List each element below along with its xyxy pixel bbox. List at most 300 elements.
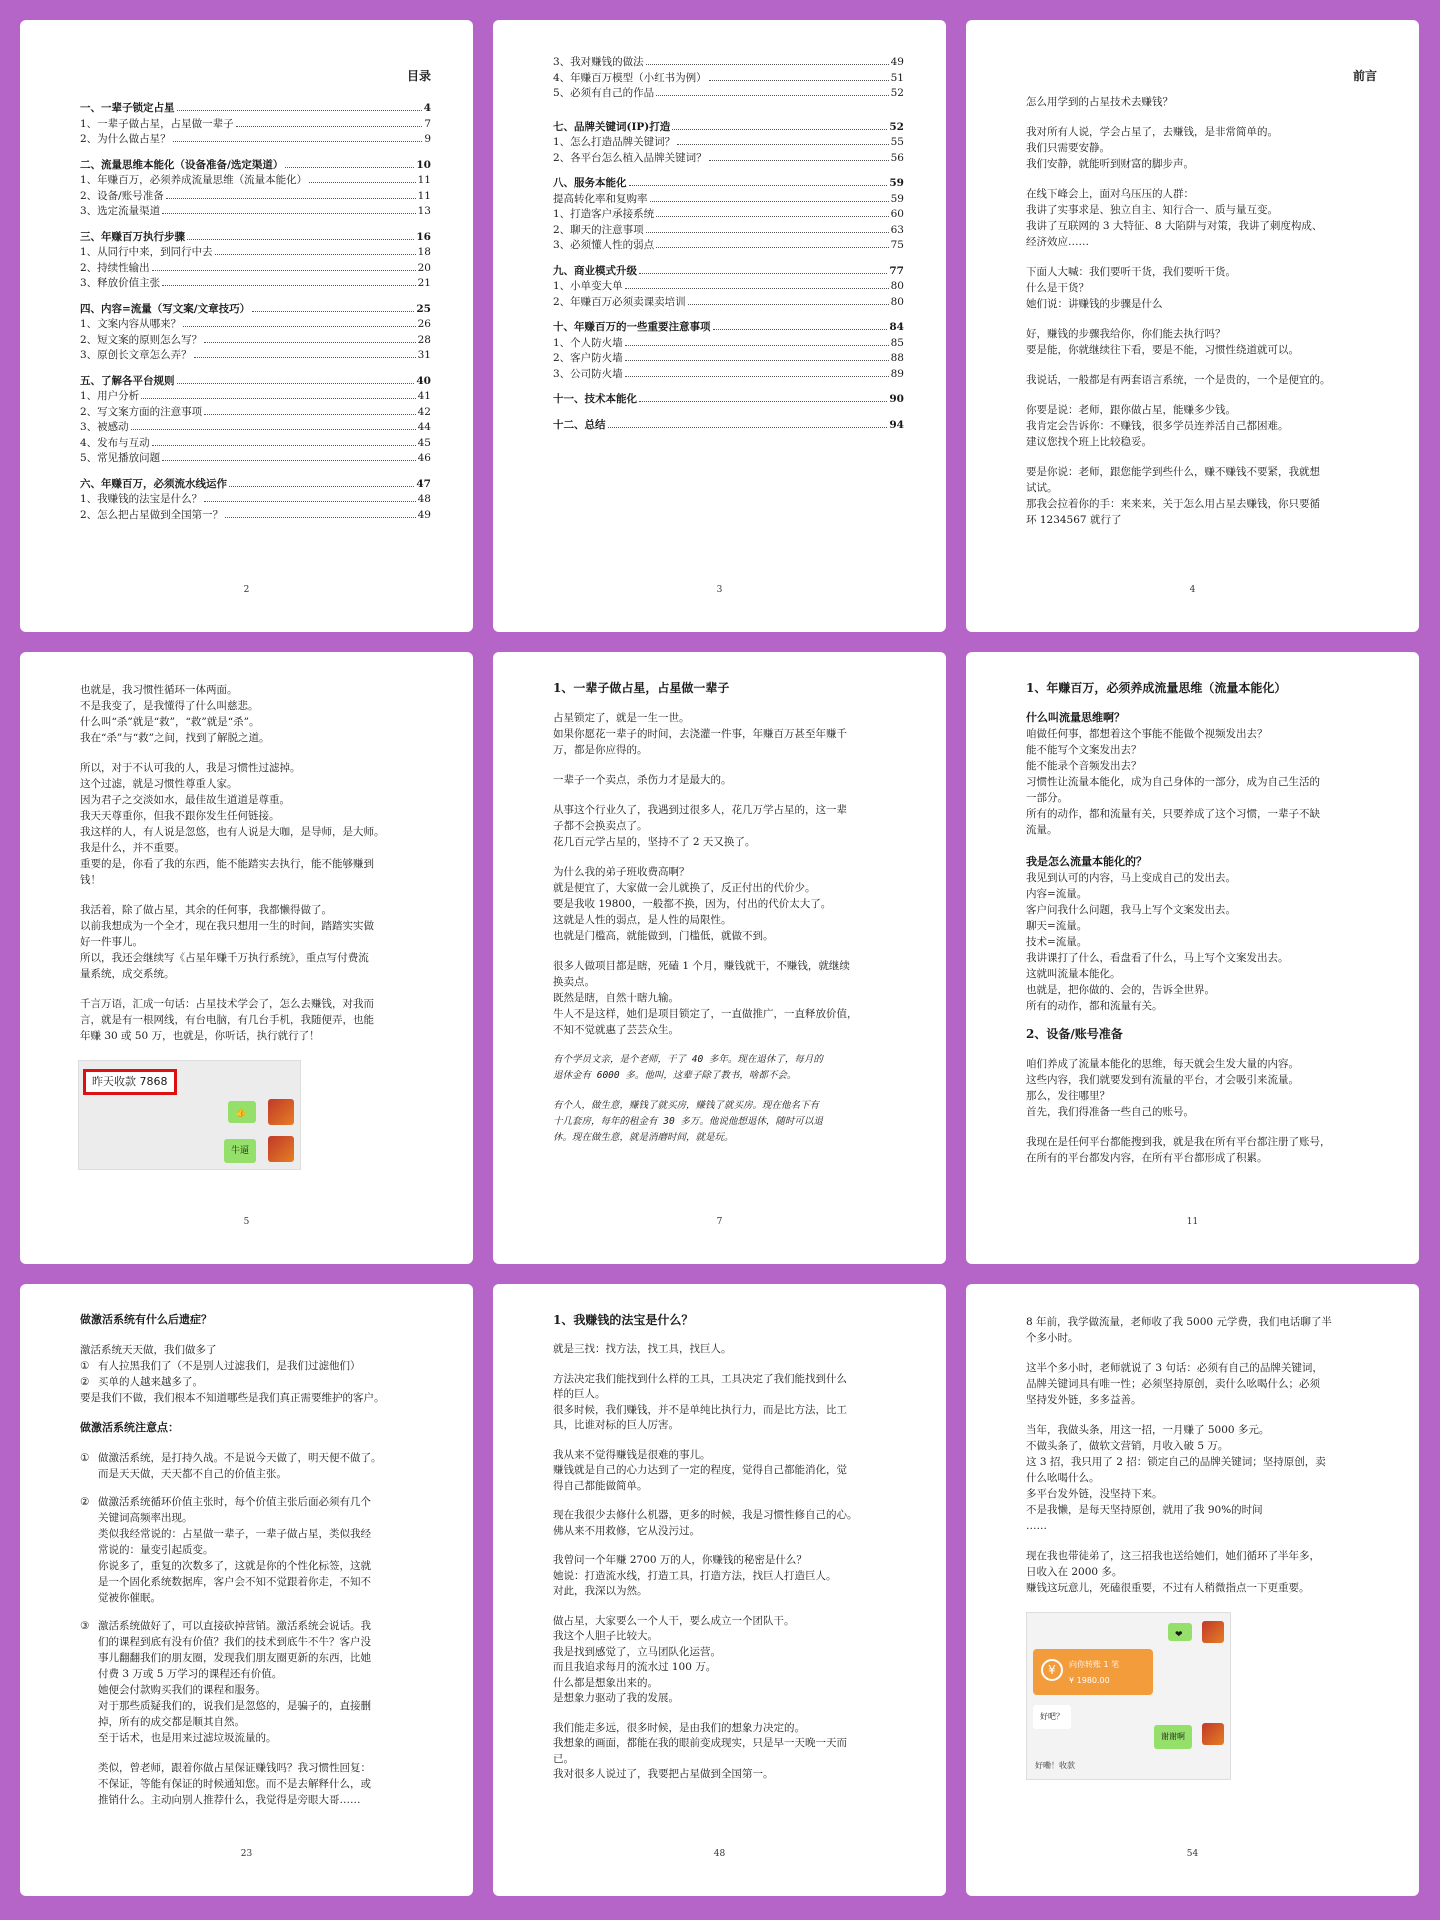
preface-title: 前言	[1352, 69, 1377, 83]
toc-section-heading	[80, 229, 431, 245]
text-line: 如果你愿花一辈子的时间，去浇灌一件事，年赚百万甚至年赚千	[553, 728, 847, 740]
transfer-icon: ¥	[1041, 1659, 1063, 1681]
toc-entry	[80, 507, 431, 523]
text-line: 具，比谁对标的巨人厉害。	[553, 1419, 679, 1431]
toc-section-heading	[553, 175, 904, 191]
text-line: 占星锁定了，就是一生一世。	[553, 712, 690, 724]
section-heading: 1、我赚钱的法宝是什么？	[553, 1313, 694, 1327]
text-line: 类似，曾老师，跟着你做占星保证赚钱吗？我习惯性回复：	[98, 1762, 371, 1774]
toc-entry-text: 1、小单变大单	[553, 280, 623, 292]
page-number: 54	[1186, 1849, 1199, 1859]
toc-leader	[625, 360, 889, 361]
text-line: 8 年前，我学做流量，老师收了我 5000 元学费，我们电话聊了半	[1026, 1316, 1332, 1328]
text-line: 关键词高频率出现。	[98, 1512, 193, 1524]
toc-leader	[204, 414, 415, 415]
toc-entry-text: 2、持续性输出	[80, 261, 150, 274]
text-line: 我对很多人说过了，我要把占星做到全国第一。	[553, 1768, 774, 1780]
text-line: 以前我想成为一个全才，现在我只想用一生的时间，踏踏实实做	[80, 920, 374, 932]
toc-entry-text: 九、商业模式升级	[553, 264, 637, 277]
text-line: 十几套房，每年的租金有 30 多万。他说他想退休，随时可以退	[553, 1116, 823, 1127]
avatar	[1202, 1621, 1224, 1643]
transfer-amount: ¥ 1980.00	[1069, 1676, 1110, 1685]
toc-entry-text: 2、聊天的注意事项	[553, 223, 644, 236]
numbered-item	[80, 1618, 431, 1808]
body-text	[1026, 1056, 1377, 1166]
text-line: 内容=流量。	[1026, 888, 1088, 900]
toc-page-number: 75	[890, 239, 904, 251]
paragraph-gap	[553, 1494, 904, 1508]
toc-page-number: 40	[416, 374, 431, 387]
paragraph-gap	[80, 982, 431, 996]
toc-section	[80, 100, 431, 147]
toc-section	[80, 476, 431, 523]
paragraph-gap	[553, 850, 904, 864]
text-line: 这些内容，我们就要发到有流量的平台，才会吸引来流量。	[1026, 1074, 1299, 1086]
doc-page-23	[20, 1284, 473, 1896]
toc-section	[553, 119, 904, 166]
paragraph-gap	[553, 1084, 904, 1098]
toc-page-number: 25	[416, 302, 431, 315]
toc-leader	[688, 304, 889, 305]
toc-section	[80, 373, 431, 466]
page-number: 11	[1186, 1217, 1199, 1227]
toc-entry	[80, 450, 431, 466]
toc-leader	[229, 486, 414, 487]
text-line: 在线下峰会上，面对乌压压的人群：	[1026, 188, 1194, 200]
toc-entry-text: 2、客户防火墙	[553, 352, 623, 364]
toc-entry	[553, 222, 904, 238]
text-line: 言，就是有一根网线，有台电脑，有几台手机，我随便弄，也能	[80, 1014, 374, 1026]
numbered-item	[80, 1450, 431, 1482]
toc-leader	[639, 401, 887, 402]
text-line: 千言万语，汇成一句话：占星技术学会了，怎么去赚钱，对我而	[80, 998, 374, 1010]
toc-page-number: 16	[416, 230, 431, 243]
text-line: 掉，所有的成交都是顺其自然。	[98, 1716, 245, 1728]
text-line: 事儿翻翻我们的朋友圈，发现我们朋友圈更新的东西，比她	[98, 1652, 371, 1664]
paragraph-gap	[553, 944, 904, 958]
text-line: 那么，发往哪里？	[1026, 1090, 1110, 1102]
toc-page-number: 26	[417, 318, 431, 330]
text-line: 很多时候，我们赚钱，并不是单纯比执行力，而是比方法，比工	[553, 1403, 847, 1416]
toc-page-number: 80	[890, 280, 904, 292]
text-line: 量系统，成交系统。	[80, 968, 175, 980]
text-line: 有个人，做生意，赚钱了就买房，赚钱了就买房。现在他名下有	[553, 1100, 820, 1111]
text-line: 我是什么，并不重要。	[80, 842, 185, 854]
paragraph-gap	[1026, 172, 1377, 186]
toc-leader	[639, 273, 887, 274]
text-line: 首先，我们得准备一些自己的账号。	[1026, 1106, 1194, 1118]
toc-leader	[225, 517, 415, 518]
text-line: 得自己都能做简单。	[553, 1479, 648, 1492]
text-line: 我讲了互联网的 3 大特征、8 大陷阱与对策，我讲了刺度构成、	[1026, 220, 1323, 232]
toc-leader	[625, 376, 889, 377]
text-line: 我们能走多远，很多时候，是由我们的想象力决定的。	[553, 1721, 805, 1734]
chat-bubble-sticker: 👍	[228, 1101, 256, 1123]
text-line: 好一件事儿。	[80, 936, 143, 948]
text-line: 牛人不是这样，她们是项目锁定了，一直做推广，一直释放价值，	[553, 1008, 858, 1020]
text-line: 年赚 30 或 50 万，也就是，你听话，执行就行了！	[80, 1030, 320, 1042]
toc-entry-text: 2、各平台怎么植入品牌关键词？	[553, 151, 707, 164]
section-heading: 做激活系统有什么后遗症？	[80, 1313, 212, 1326]
text-line: 钱！	[80, 874, 101, 886]
toc-page-number: 20	[417, 261, 431, 274]
toc-leader	[285, 167, 414, 168]
toc-entry-text: 1、从同行中来，到同行中去	[80, 246, 213, 258]
body-text	[1026, 710, 1377, 1014]
toc-page-number: 13	[417, 205, 431, 217]
page-number: 4	[1189, 585, 1196, 595]
toc-entry-text: 1、一辈子做占星，占星做一辈子	[80, 117, 234, 130]
toc-leader	[677, 144, 888, 145]
text-line: 能不能写个文案发出去？	[1026, 744, 1142, 756]
toc-entry-text: 3、释放价值主张	[80, 277, 161, 289]
toc-entry-text: 四、内容=流量（写文案/文章技巧）	[80, 302, 251, 315]
toc-leader	[672, 129, 887, 130]
toc-entry	[80, 491, 431, 507]
toc-entry-text: 3、被感动	[80, 421, 129, 433]
paragraph-gap	[1026, 1408, 1377, 1422]
toc-entry	[80, 347, 431, 363]
toc-entry	[553, 206, 904, 222]
toc-leader	[215, 254, 416, 255]
toc-leader	[656, 247, 888, 248]
text-line: 她说：打造流水线，打造工具，打造方法，找巨人打造巨人。	[553, 1569, 837, 1582]
toc-page-number: 60	[890, 208, 904, 220]
toc-entry	[553, 54, 904, 70]
chat-bubble-sticker: ❤	[1168, 1623, 1192, 1641]
toc-section	[553, 175, 904, 253]
toc-leader	[608, 427, 888, 428]
toc-section-heading	[80, 373, 431, 389]
toc-entry-text: 1、文案内容从哪来？	[80, 318, 182, 330]
toc-entry-text: 2、年赚百万必须卖课卖培训	[553, 295, 686, 308]
toc-leader	[204, 501, 415, 502]
text-line: 咱们养成了流量本能化的思维，每天就会生发大量的内容。	[1026, 1058, 1299, 1070]
paragraph-gap	[1026, 250, 1377, 264]
toc-entry	[80, 203, 431, 219]
text-line: 有个学员文亲，是个老师，干了 40 多年。现在退休了，每月的	[553, 1054, 823, 1065]
toc-entry-text: 五、了解各平台规则	[80, 374, 175, 387]
body-text	[553, 1342, 904, 1783]
toc-entry-text: 2、为什么做占星？	[80, 133, 171, 145]
toc-page-number: 55	[890, 136, 904, 148]
text-line: 而是天天做，天天都不自己的价值主张。	[98, 1468, 287, 1480]
toc-section	[553, 263, 904, 310]
toc-entry-text: 5、常见播放问题	[80, 452, 161, 464]
toc-entry	[80, 332, 431, 348]
body-text	[1026, 1314, 1377, 1596]
subsection-heading: 做激活系统注意点：	[80, 1421, 179, 1434]
chat-screenshot	[1026, 1612, 1231, 1780]
toc-entry-text: 七、品牌关键词(IP)打造	[553, 120, 671, 133]
toc-page-number: 56	[890, 151, 904, 164]
toc-entry	[553, 278, 904, 294]
text-line: 而且我追求每月的流水过 100 万。	[553, 1661, 717, 1673]
toc-leader	[656, 216, 888, 217]
toc-page-number: 49	[417, 508, 431, 521]
text-line: 要是我收 19800，一般都不换，因为，付出的代价太大了。	[553, 898, 832, 910]
text-line: 付费 3 万或 5 万学习的课程还有价值。	[98, 1668, 283, 1680]
text-line: 常说的：量变引起质变。	[98, 1544, 214, 1556]
text-line: 这就是人性的弱点，是人性的局限性。	[553, 914, 732, 926]
text-line: 什么都是想象出来的。	[553, 1676, 658, 1689]
toc-page-number: 11	[417, 174, 431, 186]
toc-entry-text: 1、怎么打造品牌关键词？	[553, 136, 676, 148]
section-heading: 1、年赚百万，必须养成流量思维（流量本能化）	[1026, 681, 1287, 695]
toc-entry-text: 1、个人防火墙	[553, 336, 623, 349]
toc-list	[553, 54, 904, 432]
page-number: 2	[243, 585, 250, 595]
toc-leader	[152, 270, 416, 271]
text-line: 这半个多小时，老师就说了 3 句话：必须有自己的品牌关键词，	[1026, 1362, 1323, 1374]
paragraph-gap	[80, 746, 431, 760]
text-line: 为什么我的弟子班收费高啊？	[553, 866, 690, 878]
toc-leader	[625, 288, 889, 289]
toc-entry	[80, 316, 431, 332]
item-number: ①	[80, 1452, 90, 1464]
toc-entry-text: 三、年赚百万执行步骤	[80, 230, 185, 243]
text-line: 环 1234567 就行了	[1026, 514, 1122, 526]
toc-leader	[131, 429, 416, 430]
numbered-item	[80, 1494, 431, 1606]
text-line: 要是我们不做，我们根本不知道哪些是我们真正需要维护的客户。	[80, 1392, 385, 1404]
subsection-heading: 我是怎么流量本能化的？	[1026, 855, 1147, 868]
toc-leader	[194, 357, 416, 358]
item-number: ②	[80, 1496, 90, 1508]
text-line: 不做头条了，做软文营销，月收入破 5 万。	[1026, 1440, 1229, 1452]
paragraph-gap	[553, 1600, 904, 1614]
paragraph-gap	[80, 888, 431, 902]
text-line: 做激活系统循环价值主张时，每个价值主张后面必须有几个	[98, 1496, 371, 1508]
paragraph-gap	[553, 1358, 904, 1372]
text-line: 对此，我深以为然。	[553, 1585, 648, 1597]
text-line: 我讲课打了什么，看盘看了什么，马上写个文案发出去。	[1026, 952, 1289, 964]
text-line: 我们只需要安静。	[1026, 142, 1110, 154]
text-line: 做激活系统，是打持久战。不是说今天做了，明天便不做了。	[98, 1452, 382, 1464]
text-line: 是一个固化系统数据库，客户会不知不觉跟着你走，不知不	[98, 1576, 371, 1588]
toc-page-number: 90	[889, 393, 904, 405]
body-text	[553, 710, 904, 1038]
text-line: 样的巨人。	[553, 1388, 606, 1400]
toc-entry-text: 2、短文案的原则怎么写？	[80, 333, 203, 346]
paragraph-gap	[1026, 1534, 1377, 1548]
text-line: 这就叫流量本能化。	[1026, 968, 1121, 980]
paragraph-gap	[553, 758, 904, 772]
toc-page-number: 47	[416, 477, 431, 490]
toc-entry	[80, 188, 431, 204]
text-line: 就是三找：找方法，找工具，找巨人。	[553, 1343, 732, 1355]
paragraph-gap	[98, 1746, 371, 1760]
toc-leader	[713, 329, 888, 330]
text-line: 我从来不觉得赚钱是很难的事儿。	[553, 1448, 711, 1461]
text-line: 方法决定我们能找到什么样的工具，工具决定了我们能找到什么	[553, 1372, 847, 1385]
paragraph-gap	[1026, 110, 1377, 124]
avatar	[268, 1136, 294, 1162]
text-line: 我活着，除了做占星，其余的任何事，我都懒得做了。	[80, 904, 332, 916]
toc-entry-text: 十一、技术本能化	[553, 393, 637, 405]
text-line: 现在我也带徒弟了，这三招我也送给她们，她们循环了半年多，	[1026, 1550, 1320, 1562]
toc-leader	[141, 398, 415, 399]
toc-leader	[650, 201, 889, 202]
text-line: 要是你说：老师，跟您能学到些什么，赚不赚钱不要紧，我就想	[1026, 466, 1320, 478]
text-line: 我这样的人，有人说是忽悠，也有人说是大咖，是导师，是大师。	[80, 826, 385, 838]
toc-leader	[236, 126, 423, 127]
toc-leader	[162, 285, 415, 286]
text-line: 我们安静，就能听到财富的脚步声。	[1026, 158, 1194, 170]
toc-page-number: 31	[417, 349, 431, 361]
text-line: 习惯性让流量本能化，成为自己身体的一部分，成为自己生活的	[1026, 776, 1320, 788]
toc-section	[80, 229, 431, 291]
chat-bubble-message: 牛逼	[224, 1139, 256, 1163]
toc-page-number: 88	[890, 352, 904, 364]
transfer-title: 向你转账 1 笔	[1069, 1660, 1120, 1669]
text-line: 退休金有 6000 多。他叫，这辈子除了教书，啥都不会。	[553, 1070, 797, 1081]
toc-entry	[80, 435, 431, 451]
avatar	[268, 1099, 294, 1125]
toc-entry-text: 八、服务本能化	[553, 177, 627, 189]
numbered-item	[80, 1358, 431, 1374]
text-line: 多平台发外链，没坚持下来。	[1026, 1488, 1163, 1500]
toc-leader	[162, 460, 415, 461]
toc-page-number: 44	[417, 421, 431, 433]
text-line: 激活系统天天做，我们做多了	[80, 1344, 217, 1356]
text-line: 经济效应……	[1026, 236, 1089, 248]
text-line: 所以，我还会继续写《占星年赚千万执行系统》，重点写付费流	[80, 952, 369, 964]
paragraph-gap	[553, 788, 904, 802]
toc-leader	[152, 445, 416, 446]
toc-section-heading	[553, 417, 904, 433]
toc-page-number: 80	[890, 295, 904, 308]
toc-entry	[553, 366, 904, 382]
toc-leader	[646, 64, 889, 65]
toc-page-number: 11	[417, 189, 431, 202]
item-text	[98, 1618, 371, 1808]
toc-page-number: 94	[889, 418, 904, 431]
section-heading-2: 2、设备/账号准备	[1026, 1027, 1123, 1041]
toc-page-number: 77	[889, 264, 904, 277]
text-line: 我讲了实事求是、独立自主、知行合一、质与量互变。	[1026, 204, 1278, 216]
income-badge: 昨天收款 7868	[83, 1069, 177, 1095]
toc-page-number: 7	[424, 117, 431, 130]
toc-entry	[553, 350, 904, 366]
preface-text	[1026, 94, 1377, 528]
text-line: 也就是门槛高，就能做到，门槛低，就做不到。	[553, 930, 774, 942]
toc-entry-text: 2、写文案方面的注意事项	[80, 405, 203, 418]
toc-entry	[80, 388, 431, 404]
toc-leader	[709, 160, 889, 161]
text-line: 激活系统做好了，可以直接砍掉营销。激活系统会说话。我	[98, 1620, 371, 1632]
text-line: 好，赚钱的步骤我给你，你们能去执行吗？	[1026, 328, 1226, 340]
toc-section	[553, 391, 904, 407]
text-line: 要是能，你就继续往下看，要是不能，习惯性绕道就可以。	[1026, 344, 1299, 356]
toc-entry-text: 5、必须有自己的作品	[553, 87, 655, 99]
text-line: 类似我经常说的：占星做一辈子，一辈子做占星，类似我经	[98, 1528, 371, 1540]
text-line: 日收入在 2000 多。	[1026, 1566, 1123, 1578]
text-line: 们的课程到底有没有价值？我们的技术到底牛不牛？客户没	[98, 1636, 371, 1648]
paragraph-gap	[1026, 388, 1377, 402]
text-line: 推销什么。主动向别人推荐什么，我觉得是旁眼大哥……	[98, 1794, 361, 1806]
text-line: 那我会拉着你的手：来来来，关于怎么用占星去赚钱，你只要循	[1026, 498, 1320, 510]
text-line: 重要的是，你看了我的东西，能不能踏实去执行，能不能够赚到	[80, 858, 374, 870]
text-line: 我在“杀”与“救”之间，找到了解脱之道。	[80, 732, 270, 744]
chat-bubble-message: 谢谢啊	[1154, 1725, 1192, 1749]
doc-page-3	[493, 20, 946, 632]
toc-leader	[177, 110, 422, 111]
toc-entry	[553, 134, 904, 150]
toc-entry-text: 1、用户分析	[80, 390, 140, 402]
toc-section	[80, 157, 431, 219]
text-line: 咱做任何事，都想着这个事能不能做个视频发出去？	[1026, 728, 1268, 740]
toc-page-number: 59	[890, 192, 904, 205]
paragraph-gap	[553, 1539, 904, 1553]
toc-leader	[625, 345, 889, 346]
text-line: 花几百元学占星的，坚持不了 2 天又换了。	[553, 836, 756, 848]
toc-leader	[166, 198, 416, 199]
text-line: 试试。	[1026, 482, 1058, 494]
page-number: 7	[716, 1217, 723, 1227]
toc-leader	[656, 95, 888, 96]
toc-entry	[80, 275, 431, 291]
doc-page-2	[20, 20, 473, 632]
paragraph-gap	[1026, 1120, 1377, 1134]
toc-page-number: 28	[417, 333, 431, 346]
paragraph-gap	[1026, 1346, 1377, 1360]
toc-leader	[252, 311, 414, 312]
toc-entry	[553, 237, 904, 253]
toc-leader	[646, 232, 889, 233]
toc-entry-text: 2、设备/账号准备	[80, 189, 164, 202]
toc-page-number: 9	[424, 133, 431, 145]
toc-page-number: 85	[890, 336, 904, 349]
text-line: 聊天=流量。	[1026, 920, 1088, 932]
toc-entry-text: 1、我赚钱的法宝是什么？	[80, 493, 203, 505]
text-line: 一部分。	[1026, 792, 1068, 804]
toc-page-number: 52	[890, 87, 904, 99]
text-line: 客户问我什么问题，我马上写个文案发出去。	[1026, 904, 1236, 916]
paragraph-gap	[1026, 358, 1377, 372]
subsection	[1026, 854, 1377, 1014]
toc-section-heading	[80, 301, 431, 317]
toc-page-number: 41	[417, 390, 431, 402]
toc-page-number: 59	[889, 177, 904, 189]
paragraph-gap	[553, 1707, 904, 1721]
text-line: 在所有的平台都发内容，在所有平台都形成了积累。	[1026, 1152, 1268, 1164]
paragraph-gap	[1026, 450, 1377, 464]
text-line: 这个过滤，就是习惯性尊重人家。	[80, 778, 238, 790]
text-line: 我这个人胆子比较大。	[553, 1630, 658, 1642]
toc-section-heading	[80, 476, 431, 492]
toc-leader	[709, 80, 889, 81]
page-number: 23	[240, 1849, 253, 1859]
text-line: 坚持发外链，多多益善。	[1026, 1394, 1142, 1406]
page-number: 3	[716, 585, 723, 595]
toc-entry-text: 3、必须懂人性的弱点	[553, 239, 655, 251]
text-line: 所以，对于不认可我的人，我是习惯性过滤掉。	[80, 762, 301, 774]
toc-entry	[553, 85, 904, 101]
text-line: 我见到认可的内容，马上变成自己的发出去。	[1026, 872, 1236, 884]
text-line: 万，都是你应得的。	[553, 744, 648, 756]
text-line: 你说多了，重复的次数多了，这就是你的个性化标签，这就	[98, 1560, 371, 1572]
text-line: 当年，我做头条，用这一招，一月赚了 5000 多元。	[1026, 1424, 1270, 1436]
toc-entry-text: 一、一辈子锁定占星	[80, 102, 175, 114]
page-number: 48	[713, 1849, 726, 1859]
text-line: 一辈子一个卖点，杀伤力才是最大的。	[553, 774, 732, 786]
doc-page-48	[493, 1284, 946, 1896]
subsection-heading: 什么叫流量思维啊？	[1026, 711, 1125, 724]
paragraph-gap	[553, 1434, 904, 1448]
text-line: 所有的动作，都和流量有关，只要养成了这个习惯，一辈子不缺	[1026, 808, 1320, 820]
text-line: 已。	[553, 1752, 574, 1765]
